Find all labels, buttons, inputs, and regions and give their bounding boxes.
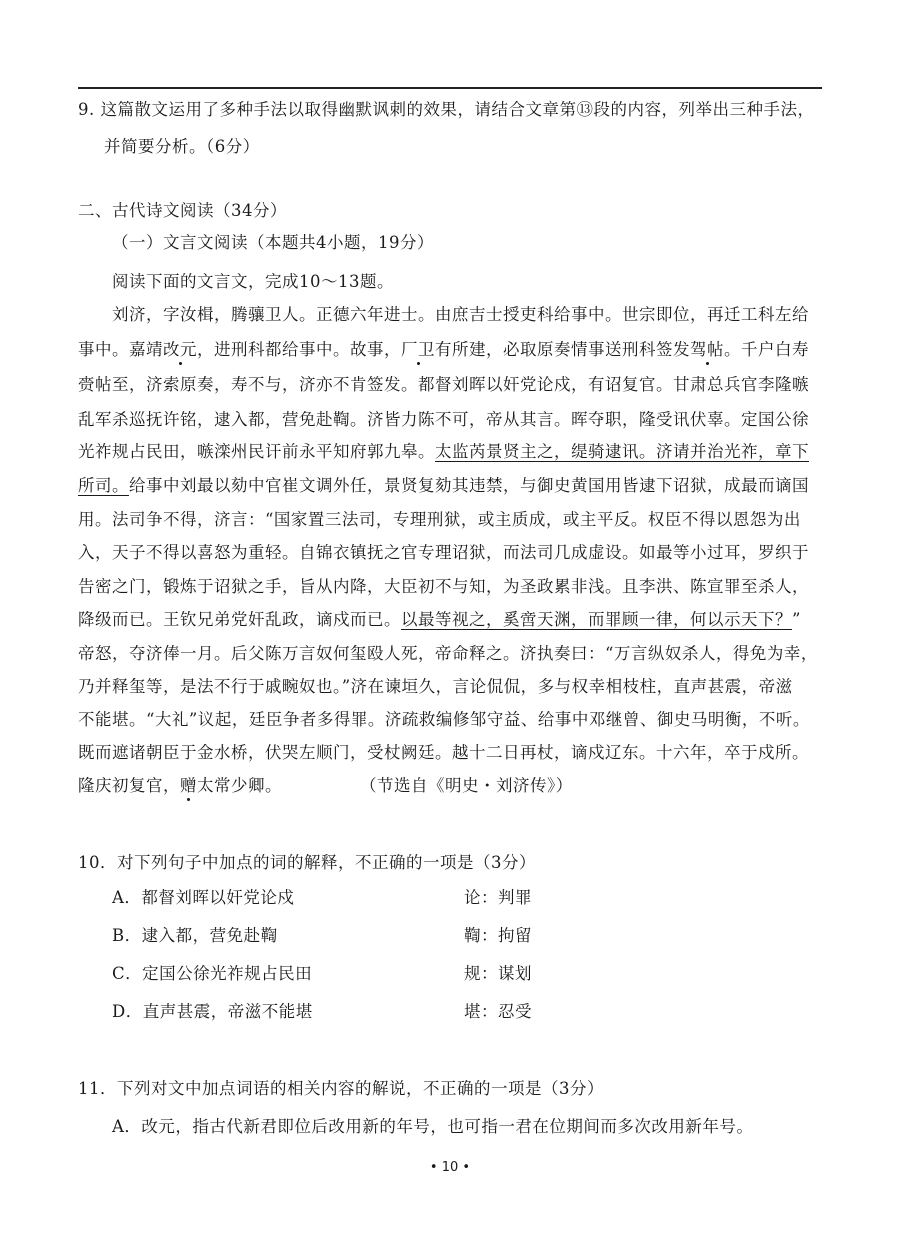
dotted-word-jiatie: 驾帖 [690,340,724,359]
section2-title: 二、古代诗文阅读（34分） [78,201,287,220]
text-segment: ” [792,610,801,629]
q9-line2: 并简要分析。（6分） [104,137,260,156]
passage-line-7: 用。法司争不得，济言：“国家置三法司，专理刑狱，或主质成，或主平反。权臣不得以恩怨为出 [78,510,801,529]
passage-line-14: 既而遮诸朝臣于金水桥，伏哭左顺门，受杖阙廷。越十二日再杖，谪戍辽东。十六年，卒于戍所。 [78,743,809,762]
passage-line-15 [78,776,282,796]
text-segment: 给事中刘最以劾中官崔文调外任，景贤复劾其违禁，与御史黄国用皆逮下诏狱，成最而谪国 [129,476,809,495]
dotted-word-zeng: 赠 [180,776,197,795]
q10-option-b-answer: 鞫：拘留 [464,926,532,945]
top-divider [78,87,822,89]
passage-instruction: 阅读下面的文言文，完成10～13题。 [112,272,394,291]
q10-option-c-answer: 规：谋划 [464,964,532,983]
q11-stem: 11．下列对文中加点词语的相关内容的解说，不正确的一项是（3分） [78,1079,604,1098]
passage-source: （节选自《明史・刘济传》） [360,776,573,795]
text-segment: ，进刑科都给事中。故事， [197,340,401,359]
text-segment: 。千户白寿 [724,340,809,359]
passage-line-11: 帝怒，夺济俸一月。后父陈万言奴何玺殴人死，帝命释之。济执奏曰：“万言纵奴杀人，得免为幸， [78,644,818,663]
text-segment: 隆庆初复官， [78,776,180,795]
q10-option-a: A．都督刘晖以奸党论戍 [112,888,295,907]
q10-option-b: B．逮入都，营免赴鞫 [112,926,278,945]
text-segment: 光祚规占民田，嗾滦州民讦前永平知府郭九皋。 [78,442,435,461]
underlined-sentence-1: 太监芮景贤主之，缇骑逮讯。济请并治光祚，章下 [435,442,809,461]
text-segment: 事中。嘉靖 [78,340,163,359]
q10-option-d-answer: 堪：忍受 [464,1002,532,1021]
passage-line-9: 告密之门，锻炼于诏狱之手，旨从内降，大臣初不与知，为圣政累非浅。且李洪、陈宣罪至杀人， [78,577,809,596]
text-segment: 有所建，必取原奏情事送刑科签发 [435,340,690,359]
passage-line-5 [78,442,809,462]
q10-option-c: C．定国公徐光祚规占民田 [112,964,313,983]
dotted-word-gaiyuan: 改元 [163,340,197,359]
text-segment: 降级而已。王钦兄弟党奸乱政，谪戍而已。 [78,610,401,629]
passage-line-10 [78,610,801,630]
passage-line-12: 乃并释玺等，是法不行于戚畹奴也。”济在谏垣久，言论侃侃，多与权幸相枝柱，直声甚震，帝滋 [78,677,793,696]
q10-option-d: D．直声甚震，帝滋不能堪 [112,1002,313,1021]
passage-line-4: 乱军杀巡抚许铭，逮入都，营免赴鞫。济皆力陈不可，帝从其言。晖夺职，隆受讯伏辜。定国公徐 [78,410,809,429]
q9-line1: 9. 这篇散文运用了多种手法以取得幽默讽刺的效果，请结合文章第⑬段的内容，列举出三种手法， [78,100,815,119]
underlined-sentence-2: 以最等视之，奚啻天渊，而罪顾一律，何以示天下？ [401,610,792,629]
passage-line-6 [78,476,809,496]
q11-option-a: A．改元，指古代新君即位后改用新的年号，也可指一君在位期间而多次改用新年号。 [112,1117,754,1136]
text-segment: 太常少卿。 [197,776,282,795]
passage-line-3: 赍帖至，济索原奏，寿不与，济亦不肯签发。都督刘晖以奸党论戍，有诏复官。甘肃总兵官李隆嗾 [78,375,809,394]
passage-line-2 [78,340,809,360]
page-number: • 10 • [429,1160,471,1175]
passage-line-13: 不能堪。“大礼”议起，廷臣争者多得罪。济疏救编修邹守益、给事中邓继曾、御史马明衡，不听。 [78,710,810,729]
underlined-sentence-1-end: 所司。 [78,476,129,495]
q10-option-a-answer: 论：判罪 [464,888,532,907]
passage-line-8: 入，天子不得以喜怒为重轻。自锦衣镇抚之官专理诏狱，而法司几成虚设。如最等小过耳，罗织于 [78,543,809,562]
dotted-word-changwei: 厂卫 [401,340,435,359]
q10-stem: 10．对下列句子中加点的词的解释，不正确的一项是（3分） [78,853,536,872]
section2-subtitle: （一）文言文阅读（本题共4小题，19分） [112,233,434,252]
passage-line-1: 刘济，字汝楫，腾骧卫人。正德六年进士。由庶吉士授吏科给事中。世宗即位，再迁工科左给 [112,305,809,324]
